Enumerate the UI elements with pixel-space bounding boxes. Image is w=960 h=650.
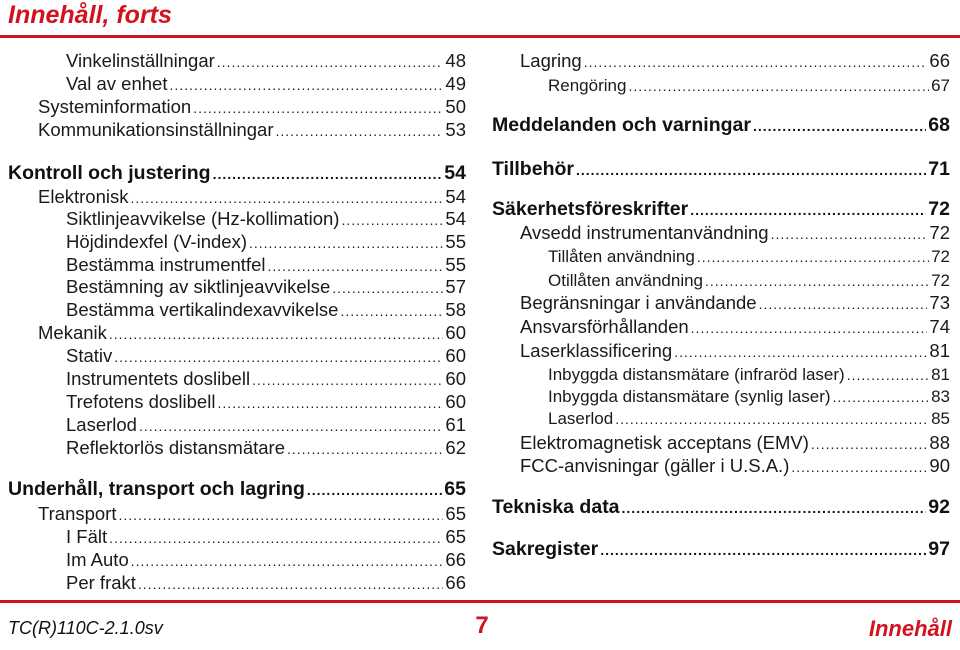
toc-entry-label: Bestämma instrumentfel xyxy=(66,254,266,275)
dot-leader xyxy=(267,255,443,277)
dot-leader xyxy=(341,209,443,231)
toc-entry-page: 72 xyxy=(929,222,950,243)
toc-entry xyxy=(38,186,466,208)
dot-leader xyxy=(130,187,443,209)
toc-entry-label: Kommunikationsinställningar xyxy=(38,119,274,140)
toc-entry-page: 81 xyxy=(931,365,950,384)
toc-entry-page: 60 xyxy=(445,322,466,343)
toc-entry xyxy=(520,50,950,72)
document-code: TC(R)110C-2.1.0sv xyxy=(8,618,163,638)
toc-entry-label: Sakregister xyxy=(492,538,599,560)
toc-entry-page: 62 xyxy=(445,437,466,458)
dot-leader xyxy=(118,504,443,526)
dot-leader xyxy=(847,364,929,386)
toc-entry-label: Avsedd instrumentanvändning xyxy=(520,222,769,243)
dot-leader xyxy=(340,300,443,322)
toc-entry-label: Rengöring xyxy=(548,76,627,95)
toc-entry-label: Lagring xyxy=(520,50,582,71)
toc-entry-label: Reflektorlös distansmätare xyxy=(66,437,286,458)
toc-entry xyxy=(548,386,950,408)
dot-leader xyxy=(249,232,443,254)
toc-entry xyxy=(520,222,950,244)
toc-entry-label: Elektromagnetisk acceptans (EMV) xyxy=(520,432,809,453)
toc-entry xyxy=(66,276,466,298)
toc-entry-page: 60 xyxy=(445,368,466,389)
toc-entry-label: Transport xyxy=(38,503,117,524)
toc-chapter-entry xyxy=(492,114,950,136)
toc-entry-label: I Fält xyxy=(66,526,108,547)
dot-leader xyxy=(217,51,444,73)
dot-leader xyxy=(584,51,928,73)
toc-entry xyxy=(66,572,466,594)
toc-entry-page: 97 xyxy=(928,538,950,560)
toc-entry-label: Säkerhetsföreskrifter xyxy=(492,198,689,220)
toc-entry-page: 57 xyxy=(445,276,466,297)
footer-rule xyxy=(0,600,960,603)
toc-entry-page: 54 xyxy=(445,208,466,229)
toc-entry-page: 92 xyxy=(928,496,950,518)
dot-leader xyxy=(690,199,926,221)
dot-leader xyxy=(576,159,926,181)
dot-leader xyxy=(114,346,443,368)
dot-leader xyxy=(287,438,443,460)
toc-entry xyxy=(66,73,466,95)
toc-entry-page: 49 xyxy=(445,73,466,94)
toc-entry xyxy=(66,299,466,321)
toc-entry-page: 73 xyxy=(929,292,950,313)
toc-entry-page: 60 xyxy=(445,391,466,412)
toc-entry-label: Val av enhet xyxy=(66,73,168,94)
toc-entry-label: Systeminformation xyxy=(38,96,192,117)
dot-leader xyxy=(217,392,443,414)
toc-entry-label: Im Auto xyxy=(66,549,129,570)
toc-entry-label: Elektronisk xyxy=(38,186,129,207)
header-rule xyxy=(0,35,960,38)
toc-entry-page: 83 xyxy=(931,387,950,406)
toc-entry xyxy=(66,231,466,253)
dot-leader xyxy=(674,341,927,363)
toc-entry-page: 74 xyxy=(929,316,950,337)
section-name: Innehåll xyxy=(868,616,952,641)
toc-entry-label: Laserklassificering xyxy=(520,340,673,361)
toc-entry xyxy=(548,246,950,268)
toc-entry xyxy=(520,340,950,362)
toc-entry-label: Otillåten användning xyxy=(548,271,704,290)
toc-entry-page: 48 xyxy=(445,50,466,71)
toc-entry-page: 85 xyxy=(931,409,950,428)
dot-leader xyxy=(600,539,926,561)
dot-leader xyxy=(811,433,928,455)
dot-leader xyxy=(771,223,928,245)
toc-entry-page: 50 xyxy=(445,96,466,117)
toc-chapter-entry xyxy=(492,496,950,518)
dot-leader xyxy=(759,293,928,315)
dot-leader xyxy=(252,369,443,391)
toc-entry-page: 54 xyxy=(444,162,466,184)
toc-entry-page: 71 xyxy=(928,158,950,180)
toc-entry-page: 54 xyxy=(445,186,466,207)
dot-leader xyxy=(332,277,443,299)
toc-entry-page: 67 xyxy=(931,76,950,95)
toc-entry xyxy=(38,96,466,118)
toc-entry-page: 65 xyxy=(445,526,466,547)
toc-entry-label: Inbyggda distansmätare (synlig laser) xyxy=(548,387,831,406)
dot-leader xyxy=(109,527,443,549)
dot-leader xyxy=(628,75,929,97)
toc-entry-label: Per frakt xyxy=(66,572,136,593)
dot-leader xyxy=(193,97,443,119)
toc-entry-label: Inbyggda distansmätare (infraröd laser) xyxy=(548,365,845,384)
toc-entry-page: 88 xyxy=(929,432,950,453)
page-number: 7 xyxy=(475,612,489,639)
toc-entry xyxy=(38,503,466,525)
toc-entry-label: Trefotens doslibell xyxy=(66,391,216,412)
toc-entry xyxy=(66,437,466,459)
toc-entry xyxy=(548,270,950,292)
toc-entry-label: Bestämma vertikalindexavvikelse xyxy=(66,299,339,320)
toc-entry-label: Meddelanden och varningar xyxy=(492,114,751,136)
toc-entry-label: Laserlod xyxy=(548,409,614,428)
toc-entry xyxy=(38,322,466,344)
toc-entry-label: Tillåten användning xyxy=(548,247,695,266)
toc-entry-label: Tekniska data xyxy=(492,496,620,518)
dot-leader xyxy=(622,497,927,519)
toc-entry-label: Kontroll och justering xyxy=(8,162,211,184)
dot-leader xyxy=(833,386,930,408)
toc-entry-page: 53 xyxy=(445,119,466,140)
toc-entry-label: Höjdindexfel (V-index) xyxy=(66,231,247,252)
toc-entry-page: 90 xyxy=(929,455,950,476)
toc-entry xyxy=(520,292,950,314)
dot-leader xyxy=(307,479,442,501)
toc-entry-page: 61 xyxy=(445,414,466,435)
toc-entry xyxy=(66,50,466,72)
toc-entry-page: 72 xyxy=(928,198,950,220)
toc-entry-label: FCC-anvisningar (gäller i U.S.A.) xyxy=(520,455,790,476)
toc-chapter-entry xyxy=(8,162,466,184)
toc-entry-label: Ansvarsförhållanden xyxy=(520,316,689,337)
dot-leader xyxy=(213,163,443,185)
toc-entry-label: Instrumentets doslibell xyxy=(66,368,251,389)
toc-entry-page: 55 xyxy=(445,254,466,275)
toc-entry xyxy=(66,368,466,390)
toc-entry xyxy=(520,316,950,338)
toc-entry xyxy=(548,364,950,386)
toc-entry-page: 60 xyxy=(445,345,466,366)
toc-entry-page: 66 xyxy=(445,572,466,593)
toc-chapter-entry xyxy=(492,538,950,560)
toc-entry xyxy=(548,408,950,430)
toc-entry-label: Mekanik xyxy=(38,322,107,343)
toc-entry-label: Vinkelinställningar xyxy=(66,50,215,71)
dot-leader xyxy=(753,115,926,137)
dot-leader xyxy=(791,456,927,478)
toc-entry-page: 68 xyxy=(928,114,950,136)
toc-entry-page: 66 xyxy=(445,549,466,570)
dot-leader xyxy=(615,408,929,430)
dot-leader xyxy=(109,323,444,345)
dot-leader xyxy=(138,573,444,595)
toc-entry-label: Laserlod xyxy=(66,414,137,435)
toc-entry-page: 55 xyxy=(445,231,466,252)
toc-entry xyxy=(66,526,466,548)
toc-entry xyxy=(66,391,466,413)
toc-entry-page: 72 xyxy=(931,247,950,266)
toc-entry-page: 58 xyxy=(445,299,466,320)
toc-entry-label: Stativ xyxy=(66,345,113,366)
toc-entry xyxy=(66,345,466,367)
toc-chapter-entry xyxy=(8,478,466,500)
dot-leader xyxy=(275,120,443,142)
dot-leader xyxy=(169,74,443,96)
toc-entry xyxy=(520,455,950,477)
toc-entry-label: Begränsningar i användande xyxy=(520,292,757,313)
toc-entry xyxy=(66,208,466,230)
toc-entry-label: Siktlinjeavvikelse (Hz-kollimation) xyxy=(66,208,340,229)
page-title: Innehåll, forts xyxy=(8,1,172,29)
toc-entry-page: 72 xyxy=(931,271,950,290)
toc-chapter-entry xyxy=(492,198,950,220)
dot-leader xyxy=(705,270,929,292)
toc-entry xyxy=(38,119,466,141)
toc-entry-page: 65 xyxy=(444,478,466,500)
toc-entry xyxy=(520,432,950,454)
dot-leader xyxy=(691,317,928,339)
dot-leader xyxy=(131,550,444,572)
toc-entry-label: Underhåll, transport och lagring xyxy=(8,478,305,500)
toc-entry xyxy=(66,549,466,571)
toc-entry-label: Bestämning av siktlinjeavvikelse xyxy=(66,276,331,297)
dot-leader xyxy=(697,246,929,268)
toc-entry-page: 66 xyxy=(929,50,950,71)
toc-entry xyxy=(66,414,466,436)
toc-entry-page: 81 xyxy=(929,340,950,361)
dot-leader xyxy=(139,415,443,437)
toc-entry xyxy=(548,75,950,97)
toc-chapter-entry xyxy=(492,158,950,180)
toc-entry-label: Tillbehör xyxy=(492,158,574,180)
toc-entry-page: 65 xyxy=(445,503,466,524)
toc-entry xyxy=(66,254,466,276)
